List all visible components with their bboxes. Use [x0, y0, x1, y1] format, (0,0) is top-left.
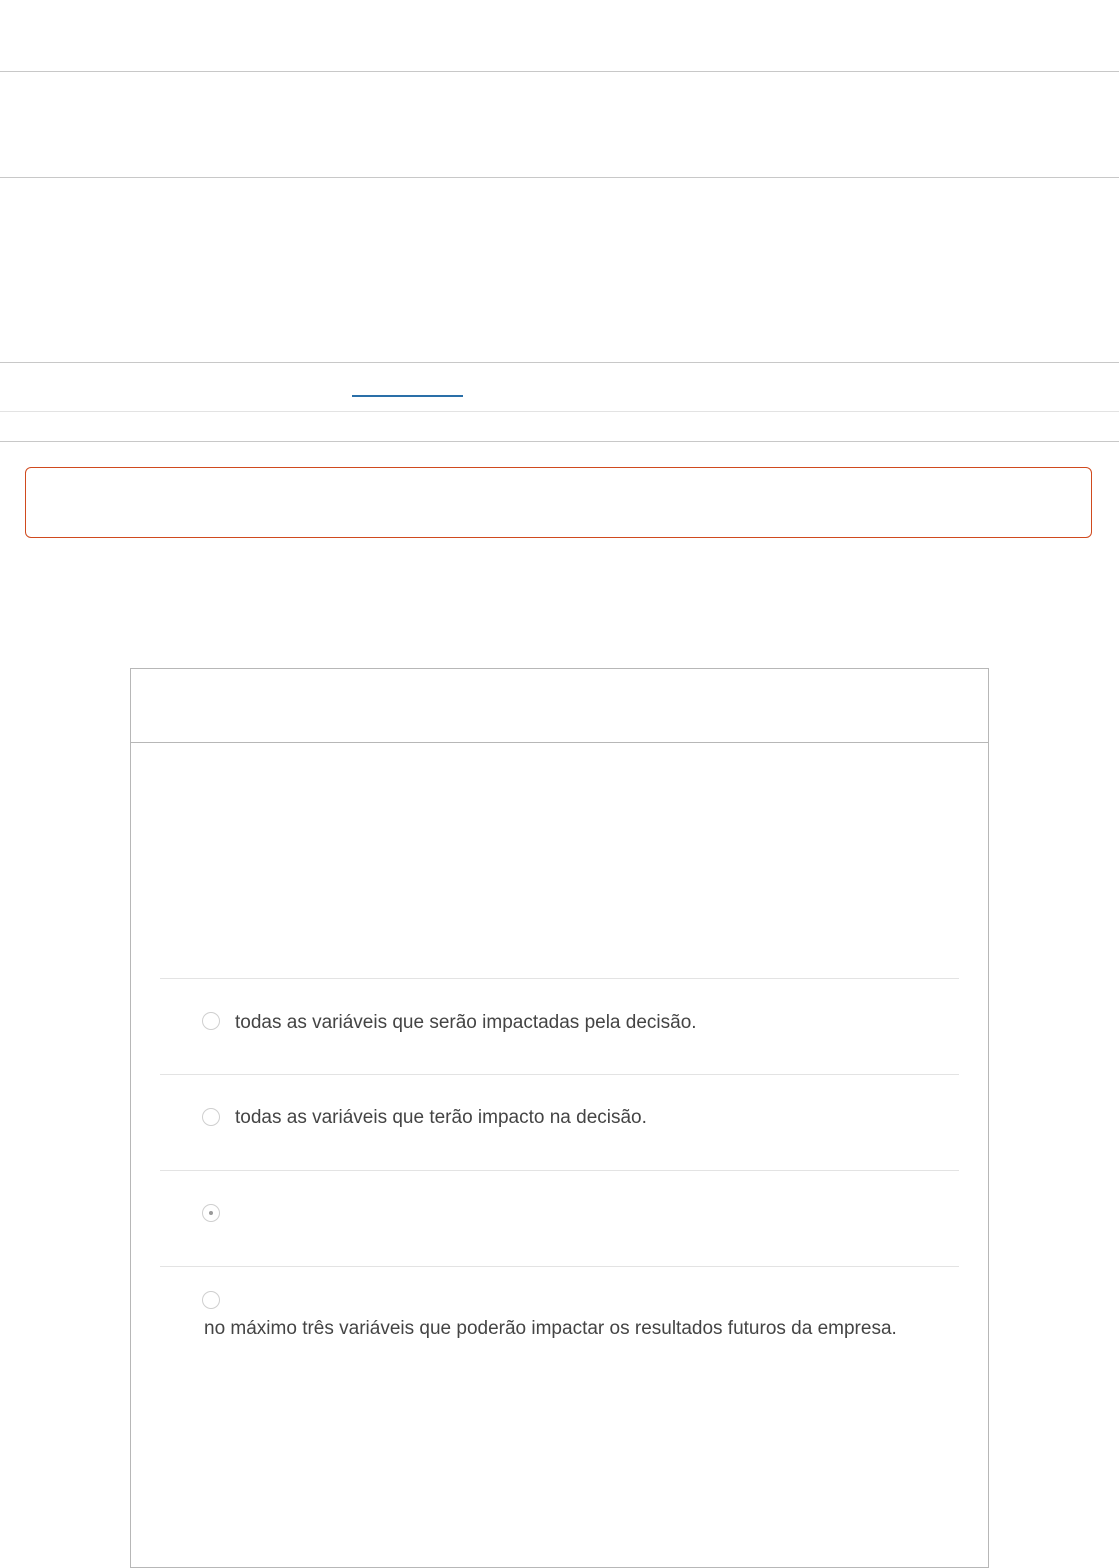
alert-box [25, 467, 1092, 538]
answer-option-label: no máximo três variáveis que poderão impactar os resultados futuros da empresa. [204, 1318, 897, 1339]
nav-divider-bottom [0, 441, 1119, 442]
answer-option-b[interactable] [160, 1074, 959, 1170]
question-header [131, 669, 988, 743]
radio-button[interactable] [202, 1291, 220, 1309]
header-divider-1 [0, 71, 1119, 72]
answer-option-a[interactable] [160, 978, 959, 1074]
answer-option-label: todas as variáveis que terão impacto na decisão. [235, 1107, 647, 1128]
answer-option-label: todas as variáveis que serão impactadas pela decisão. [235, 1012, 697, 1033]
nav-divider-middle [0, 411, 1119, 412]
answer-option-d[interactable] [160, 1266, 959, 1386]
radio-button[interactable] [202, 1012, 220, 1030]
tab-link-active[interactable] [342, 363, 472, 403]
question-card [130, 668, 989, 1568]
header-divider-2 [0, 177, 1119, 178]
radio-button[interactable] [202, 1108, 220, 1126]
nav-divider-top [0, 362, 1119, 363]
answer-option-c[interactable] [160, 1170, 959, 1266]
tab-link-underline [352, 395, 463, 397]
radio-button-selected[interactable] [202, 1204, 220, 1222]
